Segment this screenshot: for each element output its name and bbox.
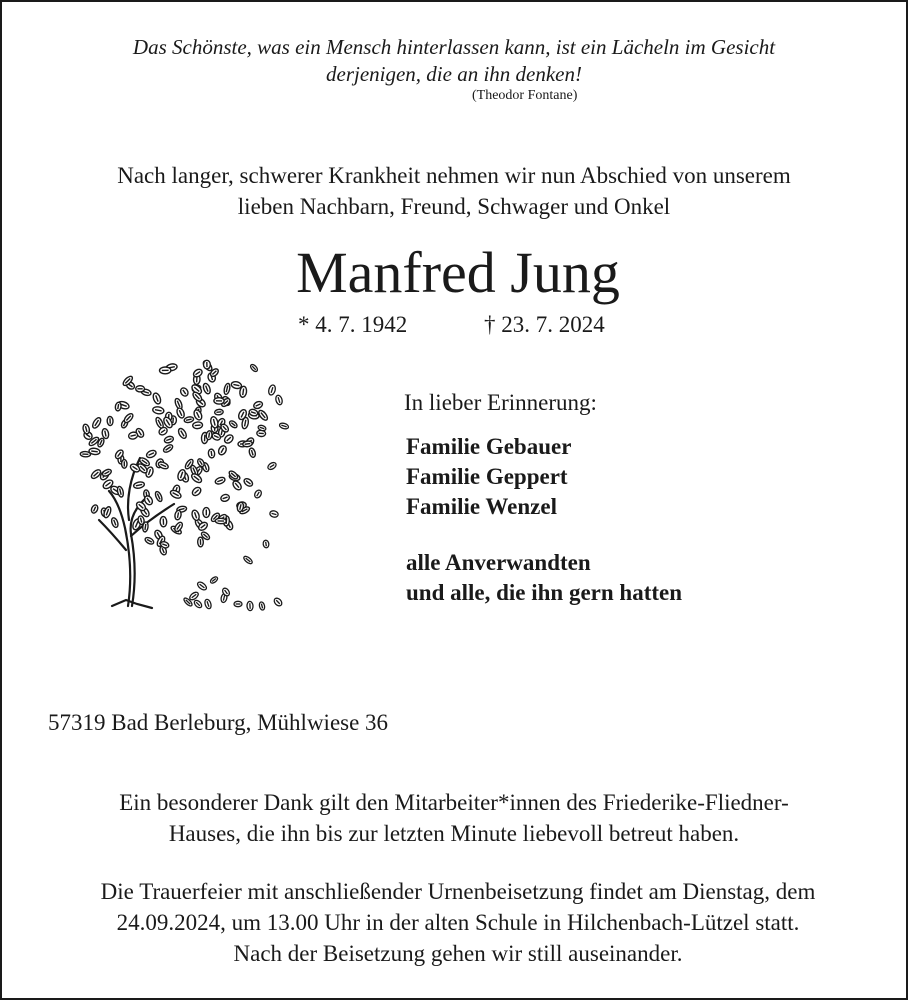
leaf-vein: [266, 542, 267, 547]
birth-date: * 4. 7. 1942: [298, 312, 408, 337]
relatives-line: alle Anverwandten: [406, 550, 591, 575]
family-name: Familie Geppert: [406, 464, 568, 489]
thanks-line-1: Ein besonderer Dank gilt den Mitarbeiter*innen des Friederike-Fliedner-: [119, 790, 789, 815]
relatives-list: [406, 548, 682, 608]
leaf-vein: [245, 444, 251, 445]
memory-heading: In lieber Erinnerung:: [404, 390, 597, 415]
leaf-vein: [145, 524, 146, 530]
service-line-3: Nach der Beisetzung gehen wir still auseinander.: [233, 941, 683, 966]
family-name: Familie Wenzel: [406, 494, 557, 519]
family-name: Familie Gebauer: [406, 434, 572, 459]
leaf-vein: [118, 404, 119, 409]
leaf-vein: [91, 451, 98, 452]
thanks-text: [2, 787, 906, 849]
leaf-vein: [209, 433, 210, 438]
service-line-2: 24.09.2024, um 13.00 Uhr in der alten Schule in Hilchenbach-Lützel statt.: [116, 910, 800, 935]
leaf-vein: [243, 389, 244, 396]
thanks-line-2: Hauses, die ihn bis zur letzten Minute liebevoll betreut haben.: [168, 821, 740, 846]
deceased-name: Manfred Jung: [296, 240, 620, 305]
intro-line-1: Nach langer, schwerer Krankheit nehmen wir nun Abschied von unserem: [117, 163, 791, 188]
service-info: [2, 876, 908, 969]
family-list: [406, 432, 571, 522]
address: 57319 Bad Berleburg, Mühlwiese 36: [48, 710, 389, 735]
leaf-vein: [195, 425, 201, 426]
service-line-1: Die Trauerfeier mit anschließender Urnenbeisetzung findet am Dienstag, dem: [100, 879, 816, 904]
quote-source: (Theodor Fontane): [472, 88, 578, 103]
quote-line-2: derjenigen, die an ihn denken!: [326, 62, 582, 86]
leaf-vein: [211, 451, 212, 456]
relatives-line: und alle, die ihn gern hatten: [406, 580, 683, 605]
intro-text: [2, 160, 906, 222]
death-date: † 23. 7. 2024: [484, 312, 605, 337]
windblown-tree-icon: [76, 354, 296, 616]
quote-line-1: Das Schönste, was ein Mensch hinterlassen kann, ist ein Lächeln im Gesicht: [132, 35, 776, 59]
leaf-vein: [216, 412, 221, 413]
intro-line-2: lieben Nachbarn, Freund, Schwager und Onkel: [237, 194, 671, 219]
quote: [2, 34, 906, 88]
